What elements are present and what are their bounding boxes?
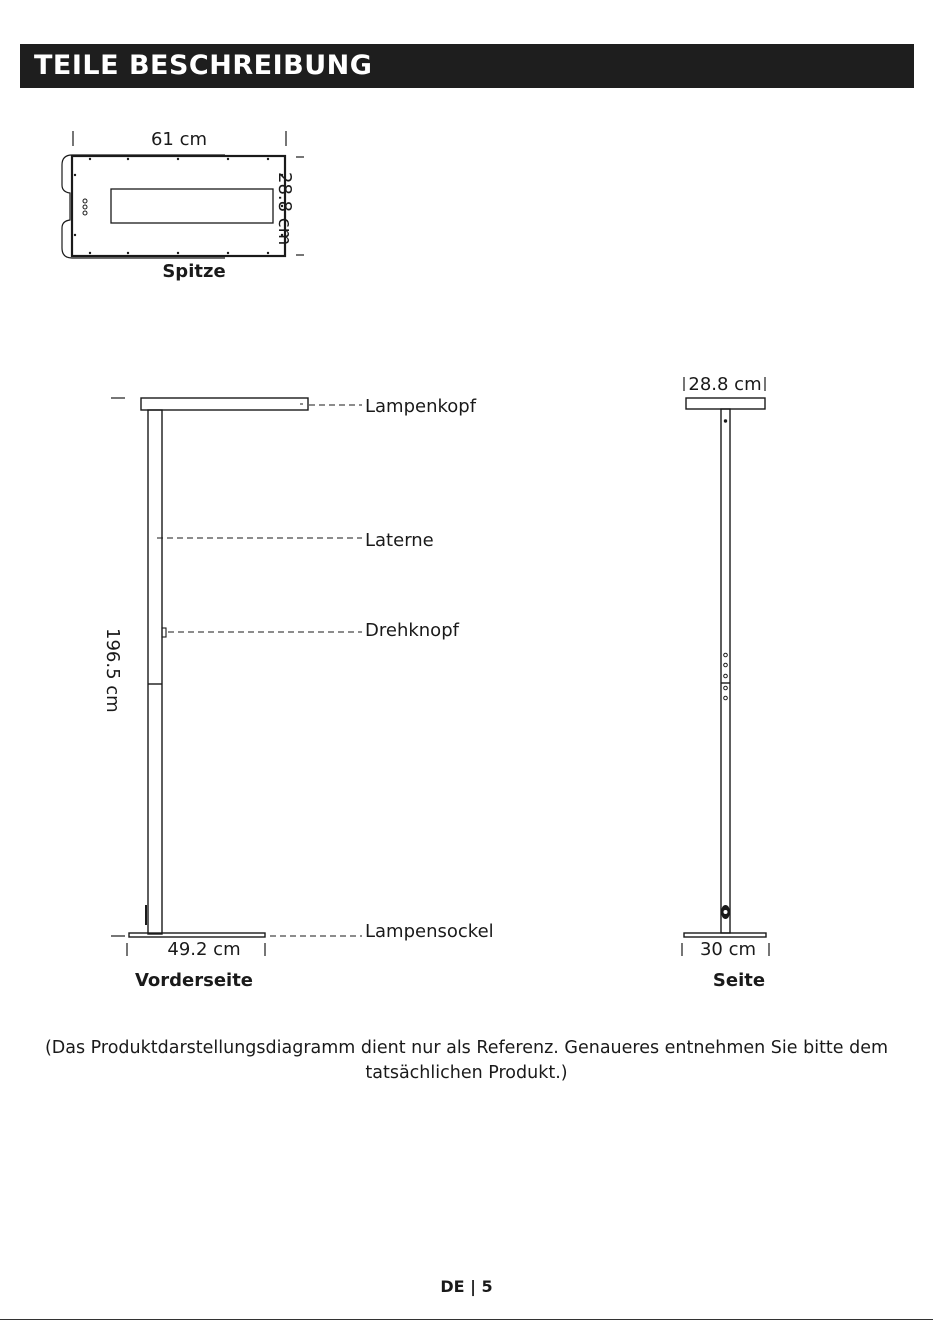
- label-lampenkopf: Lampenkopf: [365, 396, 477, 417]
- top-view-drawing: [62, 131, 304, 258]
- bottom-divider: [0, 1319, 933, 1320]
- side-base-width-label: 30 cm: [699, 939, 757, 960]
- label-drehknopf: Drehknopf: [365, 620, 459, 641]
- front-height-label: 196.5 cm: [102, 628, 123, 713]
- side-head-width-label: 28.8 cm: [688, 374, 762, 395]
- top-width-label: 61 cm: [150, 129, 208, 150]
- front-view-drawing: [111, 398, 308, 956]
- top-depth-label: 28.8 cm: [274, 172, 296, 246]
- top-view-caption: Spitze: [162, 261, 226, 282]
- front-base-width-label: 49.2 cm: [167, 939, 241, 960]
- front-view-leaders: [157, 405, 362, 936]
- front-view-caption: Vorderseite: [134, 970, 254, 991]
- reference-note: (Das Produktdarstellungsdiagramm dient nur als Referenz. Genaueres entnehmen Sie bitte dem tatsächlichen Produkt.): [44, 1038, 889, 1083]
- label-laterne: Laterne: [365, 530, 434, 551]
- section-title: TEILE BESCHREIBUNG: [34, 50, 373, 81]
- power-port-icon: [721, 905, 730, 919]
- top-view-rivets: [74, 158, 283, 254]
- side-view-buttons: [724, 420, 728, 700]
- page-number: DE | 5: [440, 1277, 493, 1296]
- label-lampensockel: Lampensockel: [365, 921, 494, 942]
- side-view-caption: Seite: [712, 970, 766, 991]
